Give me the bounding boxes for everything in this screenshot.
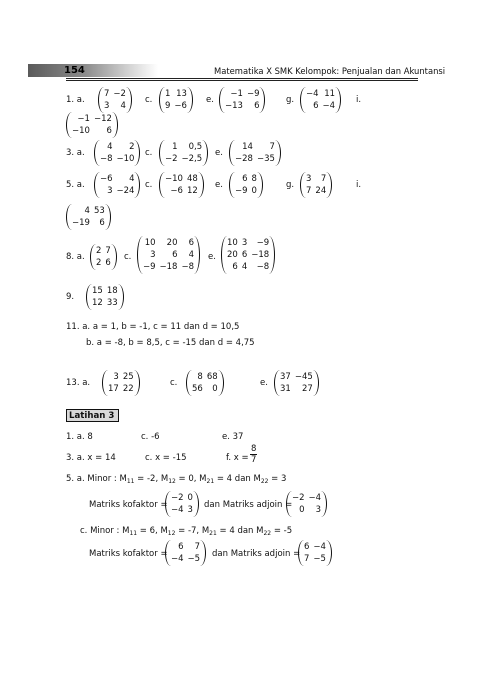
q1-g-label: g. [286, 95, 295, 105]
matrix-cell: −35 [256, 154, 275, 164]
matrix-cell: 0,5 [188, 142, 203, 152]
matrix-row [98, 185, 136, 197]
minor-value: = 6, M [137, 526, 168, 536]
q3-matrix-a [94, 140, 140, 166]
matrix-cell: −2 [292, 493, 305, 503]
q1-matrix-c [159, 87, 193, 113]
matrix-cell: 3 [113, 372, 119, 382]
matrix-row [233, 153, 277, 165]
l3-q5c-adjoin-matrix [298, 540, 332, 566]
matrix-row [163, 173, 200, 185]
q11-line-b: b. a = -8, b = 8,5, c = -15 dan d = 4,75 [86, 338, 255, 348]
matrix-cell: 7 [105, 246, 111, 256]
matrix-cell: 0 [299, 505, 305, 515]
matrix-grid [163, 88, 189, 112]
matrix-row [102, 88, 128, 100]
q8-e-label: e. [208, 252, 216, 262]
q3-matrix-c [159, 140, 208, 166]
matrix-cell: −18 [159, 262, 178, 272]
matrix-cell: −12 [93, 114, 112, 124]
matrix-cell: 0 [251, 186, 257, 196]
minor-index: 22 [260, 478, 269, 485]
matrix-row [163, 185, 200, 197]
q13-c-label: c. [170, 378, 178, 388]
matrix-row [302, 541, 328, 553]
matrix-grid [102, 88, 128, 112]
q9-matrix [86, 284, 124, 310]
matrix-row [70, 113, 114, 125]
q1-matrix-e [219, 87, 265, 113]
matrix-row [90, 297, 120, 309]
matrix-cell: 6 [105, 258, 111, 268]
matrix-row [233, 173, 259, 185]
minor-index: 21 [206, 478, 215, 485]
matrix-cell: −45 [294, 372, 313, 382]
matrix-row [225, 249, 271, 261]
matrix-row [304, 185, 328, 197]
matrix-row [94, 257, 113, 269]
l3-q5a-adjoin-matrix [286, 491, 327, 517]
matrix-cell: 24 [315, 186, 327, 196]
matrix-row [190, 371, 220, 383]
matrix-cell: 37 [280, 372, 291, 382]
minor-index: 11 [126, 478, 135, 485]
l3-q5c-kofaktor-matrix [165, 540, 206, 566]
matrix-row [141, 249, 196, 261]
fraction-numerator: 8 [251, 444, 257, 454]
minor-value: = 0, M [175, 474, 207, 484]
matrix-cell: 6 [241, 250, 248, 260]
q8-c-label: c. [124, 252, 132, 262]
page-number-band [28, 64, 158, 77]
matrix-cell: 0 [212, 384, 218, 394]
minor-value: = -2, M [134, 474, 169, 484]
matrix-grid [278, 371, 315, 395]
matrix-cell: −9 [235, 186, 248, 196]
matrix-grid [141, 237, 196, 273]
matrix-cell: 27 [301, 384, 313, 394]
matrix-row [98, 141, 136, 153]
minor-prefix: 5. a. Minor : M [66, 474, 127, 484]
matrix-row [163, 88, 189, 100]
l3-q1-a: 1. a. 8 [66, 432, 93, 442]
matrix-cell: −2 [165, 154, 178, 164]
matrix-cell: 7 [194, 542, 201, 552]
q8-label: 8. a. [66, 252, 85, 262]
matrix-cell: 53 [93, 206, 105, 216]
header-rule [66, 78, 418, 79]
l3-q5c-kofaktor-label: Matriks kofaktor = [89, 549, 168, 559]
matrix-grid [304, 173, 328, 197]
matrix-cell: −28 [235, 154, 253, 164]
l3-q3-f-label: f. x = [226, 453, 249, 463]
matrix-row [70, 217, 107, 229]
matrix-cell: 17 [108, 384, 119, 394]
q13-e-label: e. [260, 378, 268, 388]
matrix-cell: −10 [72, 126, 90, 136]
q1-matrix-g [300, 87, 341, 113]
matrix-cell: 8 [251, 174, 257, 184]
running-title: Matematika X SMK Kelompok: Penjualan dan Akuntansi [214, 66, 446, 76]
q8-matrix-e [221, 236, 275, 274]
matrix-row [169, 492, 195, 504]
page-number: 154 [64, 65, 85, 76]
matrix-row [225, 261, 271, 273]
l3-q5a-kofaktor-matrix [165, 491, 199, 517]
q1-matrix-i [66, 112, 118, 138]
l3-q3-c: c. x = -15 [145, 453, 187, 463]
matrix-row [169, 541, 202, 553]
q5-c-label: c. [145, 180, 153, 190]
l3-q3-a: 3. a. x = 14 [66, 453, 116, 463]
matrix-cell: −6 [100, 174, 113, 184]
q13-matrix-c [186, 370, 224, 396]
matrix-cell: 31 [280, 384, 291, 394]
minor-value: = 3 [268, 474, 287, 484]
q5-matrix-c [159, 172, 204, 198]
matrix-cell: 13 [176, 89, 187, 99]
matrix-row [233, 141, 277, 153]
matrix-row [141, 261, 196, 273]
l3-q5c-adjoin-label: dan Matriks adjoin = [212, 549, 301, 559]
matrix-cell: 3 [107, 186, 113, 196]
matrix-cell: 3 [104, 101, 110, 111]
matrix-cell: −24 [116, 186, 135, 196]
matrix-row [302, 553, 328, 565]
matrix-cell: −8 [100, 154, 113, 164]
minor-index: 22 [263, 530, 272, 537]
matrix-cell: −13 [225, 101, 243, 111]
matrix-grid [225, 237, 271, 273]
matrix-cell: −8 [256, 262, 270, 272]
q3-matrix-e [229, 140, 281, 166]
q5-i-label: i. [356, 180, 362, 190]
matrix-cell: 7 [304, 554, 310, 564]
matrix-row [90, 285, 120, 297]
minor-index: 12 [168, 478, 176, 485]
minor-index: 11 [129, 530, 138, 537]
matrix-cell: 1 [172, 142, 178, 152]
matrix-cell: −18 [251, 250, 270, 260]
q1-label: 1. a. [66, 95, 85, 105]
matrix-cell: −4 [171, 554, 184, 564]
matrix-cell: 2 [96, 258, 102, 268]
matrix-cell: 14 [242, 142, 253, 152]
matrix-cell: −4 [322, 101, 336, 111]
matrix-cell: −2 [113, 89, 126, 99]
matrix-grid [70, 205, 107, 229]
matrix-row [304, 173, 328, 185]
matrix-row [98, 153, 136, 165]
matrix-cell: 4 [129, 174, 135, 184]
matrix-row [70, 205, 107, 217]
matrix-grid [304, 88, 337, 112]
matrix-cell: 4 [241, 262, 248, 272]
matrix-cell: 3 [187, 505, 193, 515]
matrix-cell: 6 [178, 542, 184, 552]
minor-value: = 4 dan M [216, 526, 264, 536]
matrix-cell: 6 [304, 542, 310, 552]
matrix-row [106, 371, 136, 383]
matrix-cell: 12 [186, 186, 198, 196]
matrix-cell: 6 [232, 262, 238, 272]
q13-matrix-a [102, 370, 140, 396]
matrix-cell: 6 [242, 174, 248, 184]
l3-q5a-kofaktor-label: Matriks kofaktor = [89, 500, 168, 510]
matrix-cell: 4 [120, 101, 126, 111]
matrix-cell: −5 [313, 554, 326, 564]
matrix-cell: 10 [144, 238, 156, 248]
matrix-row [278, 371, 315, 383]
matrix-cell: −4 [308, 493, 322, 503]
matrix-row [163, 100, 189, 112]
matrix-cell: 18 [106, 286, 118, 296]
matrix-grid [302, 541, 328, 565]
q13-label: 13. a. [66, 378, 91, 388]
matrix-cell: −9 [143, 262, 156, 272]
matrix-cell: −5 [187, 554, 201, 564]
matrix-cell: 3 [306, 174, 312, 184]
matrix-cell: 7 [306, 186, 312, 196]
matrix-cell: 7 [104, 89, 110, 99]
matrix-row [225, 237, 271, 249]
matrix-cell: 48 [186, 174, 198, 184]
matrix-row [141, 237, 196, 249]
matrix-cell: −4 [171, 505, 184, 515]
q5-matrix-a [94, 172, 140, 198]
matrix-row [223, 100, 261, 112]
matrix-cell: 4 [188, 250, 195, 260]
matrix-cell: −2 [171, 493, 184, 503]
matrix-cell: −9 [246, 89, 260, 99]
matrix-cell: 25 [122, 372, 134, 382]
matrix-cell: 33 [106, 298, 118, 308]
matrix-grid [233, 173, 259, 197]
matrix-row [223, 88, 261, 100]
matrix-grid [94, 245, 113, 269]
matrix-grid [169, 541, 202, 565]
matrix-cell: 15 [92, 286, 103, 296]
matrix-row [233, 185, 259, 197]
matrix-cell: 6 [106, 126, 112, 136]
matrix-cell: 7 [320, 174, 327, 184]
matrix-cell: −1 [230, 89, 243, 99]
matrix-cell: 22 [122, 384, 134, 394]
minor-index: 21 [209, 530, 217, 537]
matrix-row [304, 88, 337, 100]
matrix-grid [163, 173, 200, 197]
matrix-cell: 12 [92, 298, 103, 308]
matrix-cell: −6 [170, 186, 183, 196]
matrix-cell: 6 [254, 101, 260, 111]
matrix-row [290, 504, 323, 516]
matrix-grid [190, 371, 220, 395]
matrix-cell: 7 [269, 142, 275, 152]
matrix-row [190, 383, 220, 395]
l3-q5c-minor [80, 526, 292, 537]
matrix-cell: 56 [192, 384, 203, 394]
section-heading-latihan-3: Latihan 3 [66, 409, 119, 422]
q5-matrix-g [300, 172, 332, 198]
q5-g-label: g. [286, 180, 295, 190]
q5-matrix-i [66, 204, 111, 230]
matrix-cell: 0 [187, 493, 193, 503]
header-rule-lower [66, 80, 418, 81]
matrix-cell: −1 [77, 114, 90, 124]
matrix-cell: −8 [181, 262, 195, 272]
minor-prefix: c. Minor : M [80, 526, 130, 536]
matrix-cell: 20 [166, 238, 178, 248]
matrix-grid [90, 285, 120, 309]
matrix-row [290, 492, 323, 504]
q1-e-label: e. [206, 95, 214, 105]
q11-line-a: 11. a. a = 1, b = -1, c = 11 dan d = 10,5 [66, 322, 240, 332]
matrix-cell: 9 [165, 101, 171, 111]
matrix-cell: 6 [172, 250, 178, 260]
matrix-cell: 8 [197, 372, 203, 382]
matrix-grid [98, 173, 136, 197]
q9-label: 9. [66, 292, 75, 302]
matrix-cell: −4 [313, 542, 326, 552]
q5-label: 5. a. [66, 180, 85, 190]
q3-label: 3. a. [66, 148, 85, 158]
matrix-row [94, 245, 113, 257]
matrix-grid [169, 492, 195, 516]
matrix-grid [98, 141, 136, 165]
matrix-cell: 6 [99, 218, 105, 228]
matrix-cell: −19 [72, 218, 90, 228]
matrix-cell: 2 [129, 142, 135, 152]
l3-q1-c: c. -6 [141, 432, 160, 442]
q13-matrix-e [274, 370, 319, 396]
matrix-row [169, 553, 202, 565]
matrix-grid [290, 492, 323, 516]
q8-matrix-c [137, 236, 200, 274]
matrix-cell: 68 [206, 372, 218, 382]
matrix-grid [223, 88, 261, 112]
q3-c-label: c. [145, 148, 153, 158]
l3-q5a-adjoin-label: dan Matriks adjoin = [204, 500, 293, 510]
matrix-row [102, 100, 128, 112]
matrix-cell: 4 [84, 206, 90, 216]
matrix-row [98, 173, 136, 185]
matrix-cell: 2 [96, 246, 102, 256]
matrix-cell: −4 [306, 89, 319, 99]
matrix-cell: 6 [188, 238, 195, 248]
q8-matrix-a [90, 244, 117, 270]
matrix-cell: 20 [227, 250, 238, 260]
l3-q5a-minor [66, 474, 286, 485]
matrix-grid [106, 371, 136, 395]
matrix-row [304, 100, 337, 112]
matrix-cell: −10 [165, 174, 183, 184]
matrix-row [106, 383, 136, 395]
matrix-grid [233, 141, 277, 165]
q1-c-label: c. [145, 95, 153, 105]
matrix-cell: 6 [313, 101, 319, 111]
matrix-cell: 1 [165, 89, 171, 99]
minor-index: 12 [167, 530, 176, 537]
matrix-cell: 11 [324, 89, 336, 99]
matrix-row [163, 141, 204, 153]
matrix-row [169, 504, 195, 516]
minor-value: = -5 [271, 526, 293, 536]
matrix-cell: 10 [227, 238, 238, 248]
matrix-grid [163, 141, 204, 165]
q1-i-label: i. [356, 95, 362, 105]
matrix-cell: 4 [107, 142, 113, 152]
fraction-denominator: 7 [251, 455, 257, 465]
matrix-cell: −6 [174, 101, 187, 111]
matrix-row [163, 153, 204, 165]
matrix-row [278, 383, 315, 395]
matrix-cell: −9 [256, 238, 270, 248]
minor-value: = -7, M [175, 526, 210, 536]
matrix-cell: 3 [315, 505, 322, 515]
matrix-cell: −2,5 [181, 154, 203, 164]
matrix-cell: −10 [116, 154, 135, 164]
l3-q1-e: e. 37 [222, 432, 244, 442]
matrix-cell: 3 [150, 250, 156, 260]
q5-e-label: e. [215, 180, 223, 190]
q3-e-label: e. [215, 148, 223, 158]
matrix-cell: 3 [241, 238, 248, 248]
l3-q3-fraction [250, 444, 257, 465]
matrix-grid [70, 113, 114, 137]
matrix-row [70, 125, 114, 137]
minor-value: = 4 dan M [214, 474, 261, 484]
q5-matrix-e [229, 172, 263, 198]
q1-matrix-a [98, 87, 132, 113]
